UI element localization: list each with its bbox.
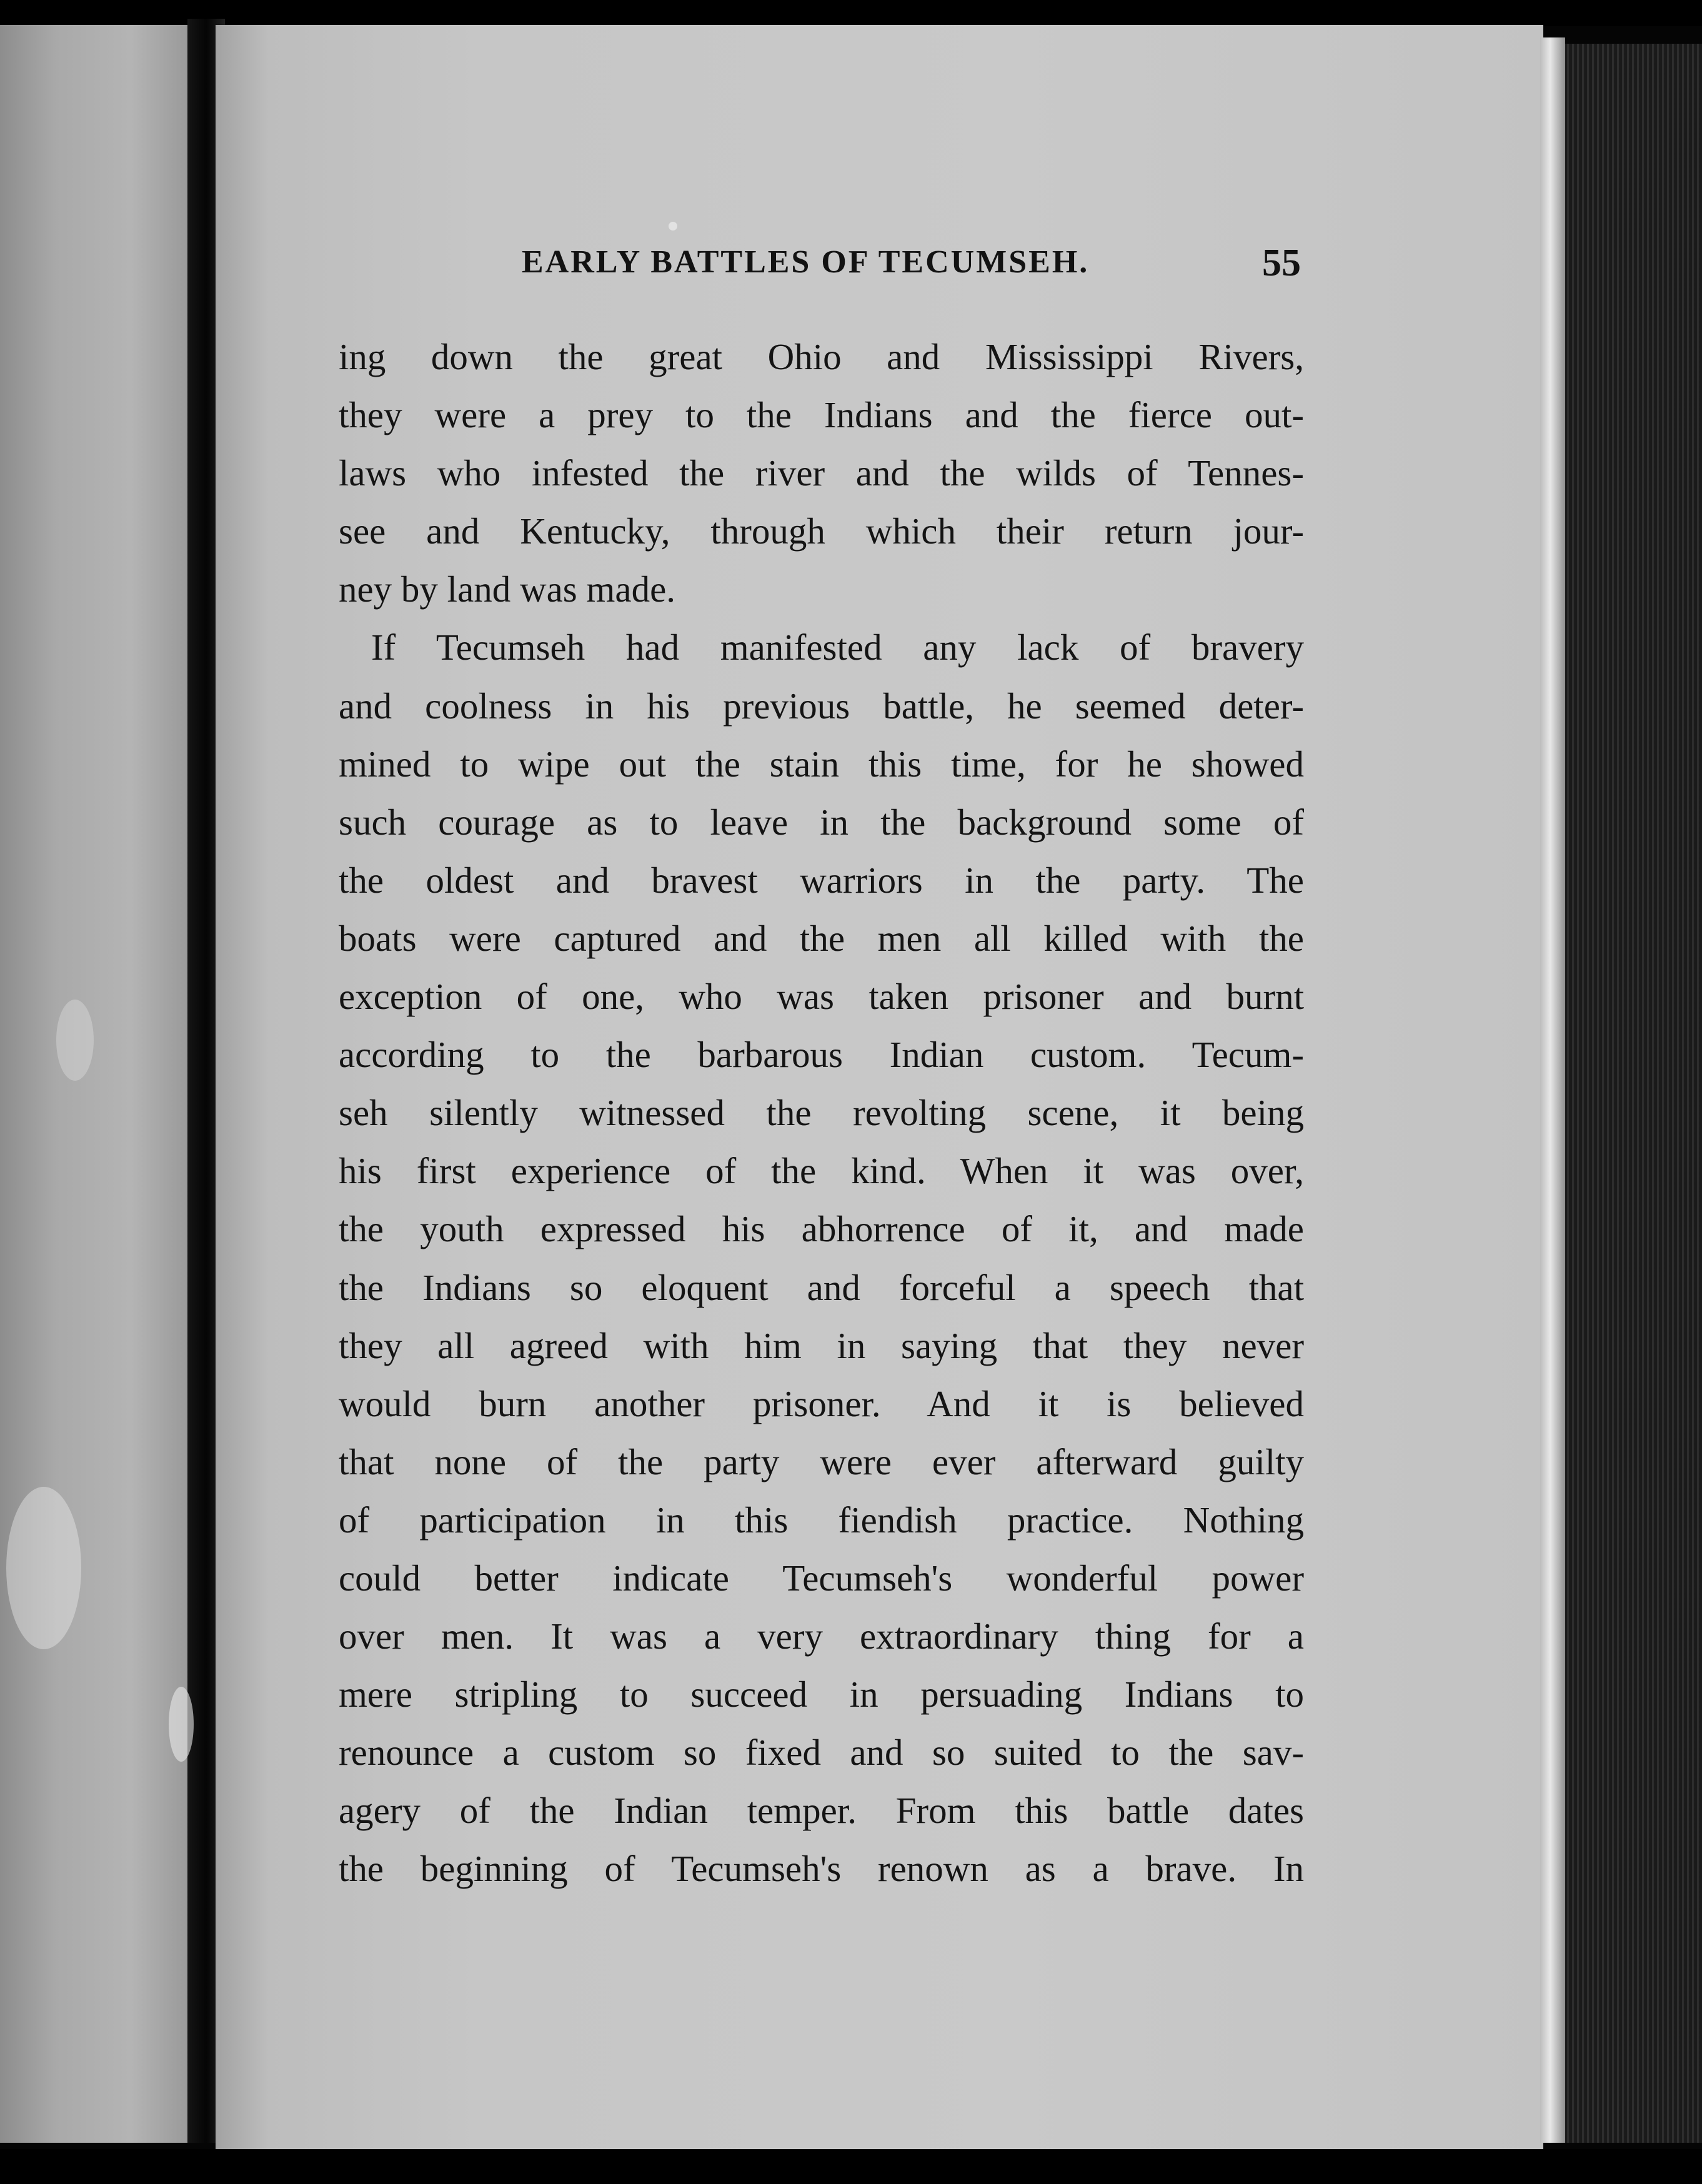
text-line: boats were captured and the men all killed with the <box>339 917 1304 959</box>
text-line: exception of one, who was taken prisoner and burnt <box>339 976 1304 1018</box>
scan-speck <box>169 1687 194 1762</box>
text-line: and coolness in his previous battle, he seemed deter- <box>339 685 1304 727</box>
text-line: of participation in this fiendish practice. Nothing <box>339 1499 1304 1541</box>
text-line: seh silently witnessed the revolting scene, it being <box>339 1092 1304 1134</box>
text-line: see and Kentucky, through which their return jour- <box>339 510 1304 552</box>
text-line: mere stripling to succeed in persuading Indians to <box>339 1674 1304 1715</box>
text-line: such courage as to leave in the background some of <box>339 801 1304 843</box>
text-line: mined to wipe out the stain this time, for he showed <box>339 743 1304 785</box>
text-line: the Indians so eloquent and forceful a speech that <box>339 1266 1304 1308</box>
facing-page-edge <box>0 25 187 2143</box>
text-line: the beginning of Tecumseh's renown as a brave. In <box>339 1848 1304 1890</box>
scanner-bottom-border <box>0 2149 1702 2184</box>
text-line: If Tecumseh had manifested any lack of bravery <box>371 627 1304 668</box>
text-line: his first experience of the kind. When it was over, <box>339 1150 1304 1192</box>
text-line: the oldest and bravest warriors in the party. The <box>339 859 1304 901</box>
text-line: they were a prey to the Indians and the fierce out- <box>339 394 1304 436</box>
body-text <box>339 328 1304 1899</box>
text-line: could better indicate Tecumseh's wonderful power <box>339 1557 1304 1599</box>
text-line: agery of the Indian temper. From this battle dates <box>339 1790 1304 1832</box>
scan-speck <box>669 222 677 231</box>
text-line: the youth expressed his abhorrence of it, and made <box>339 1208 1304 1250</box>
running-head <box>341 232 1309 301</box>
scanner-top-border <box>0 0 1702 26</box>
text-line: over men. It was a very extraordinary thing for a <box>339 1616 1304 1657</box>
scan-speck <box>56 1000 94 1081</box>
page-stack-edges <box>1565 44 1702 2143</box>
text-line: that none of the party were ever afterward guilty <box>339 1441 1304 1482</box>
running-head-title: EARLY BATTLES OF TECUMSEH. <box>522 244 1090 280</box>
page-fore-edge <box>1540 37 1565 2143</box>
text-line: ing down the great Ohio and Mississippi Rivers, <box>339 336 1304 377</box>
text-line: would burn another prisoner. And it is believed <box>339 1382 1304 1424</box>
page-number: 55 <box>1262 242 1301 284</box>
text-line: according to the barbarous Indian custom. Tecum- <box>339 1034 1304 1076</box>
scan-speck <box>6 1487 81 1649</box>
text-line: they all agreed with him in saying that they never <box>339 1324 1304 1366</box>
text-line: laws who infested the river and the wilds of Tennes- <box>339 452 1304 494</box>
text-line: ney by land was made. <box>339 568 676 610</box>
text-line: renounce a custom so fixed and so suited to the sav- <box>339 1732 1304 1774</box>
